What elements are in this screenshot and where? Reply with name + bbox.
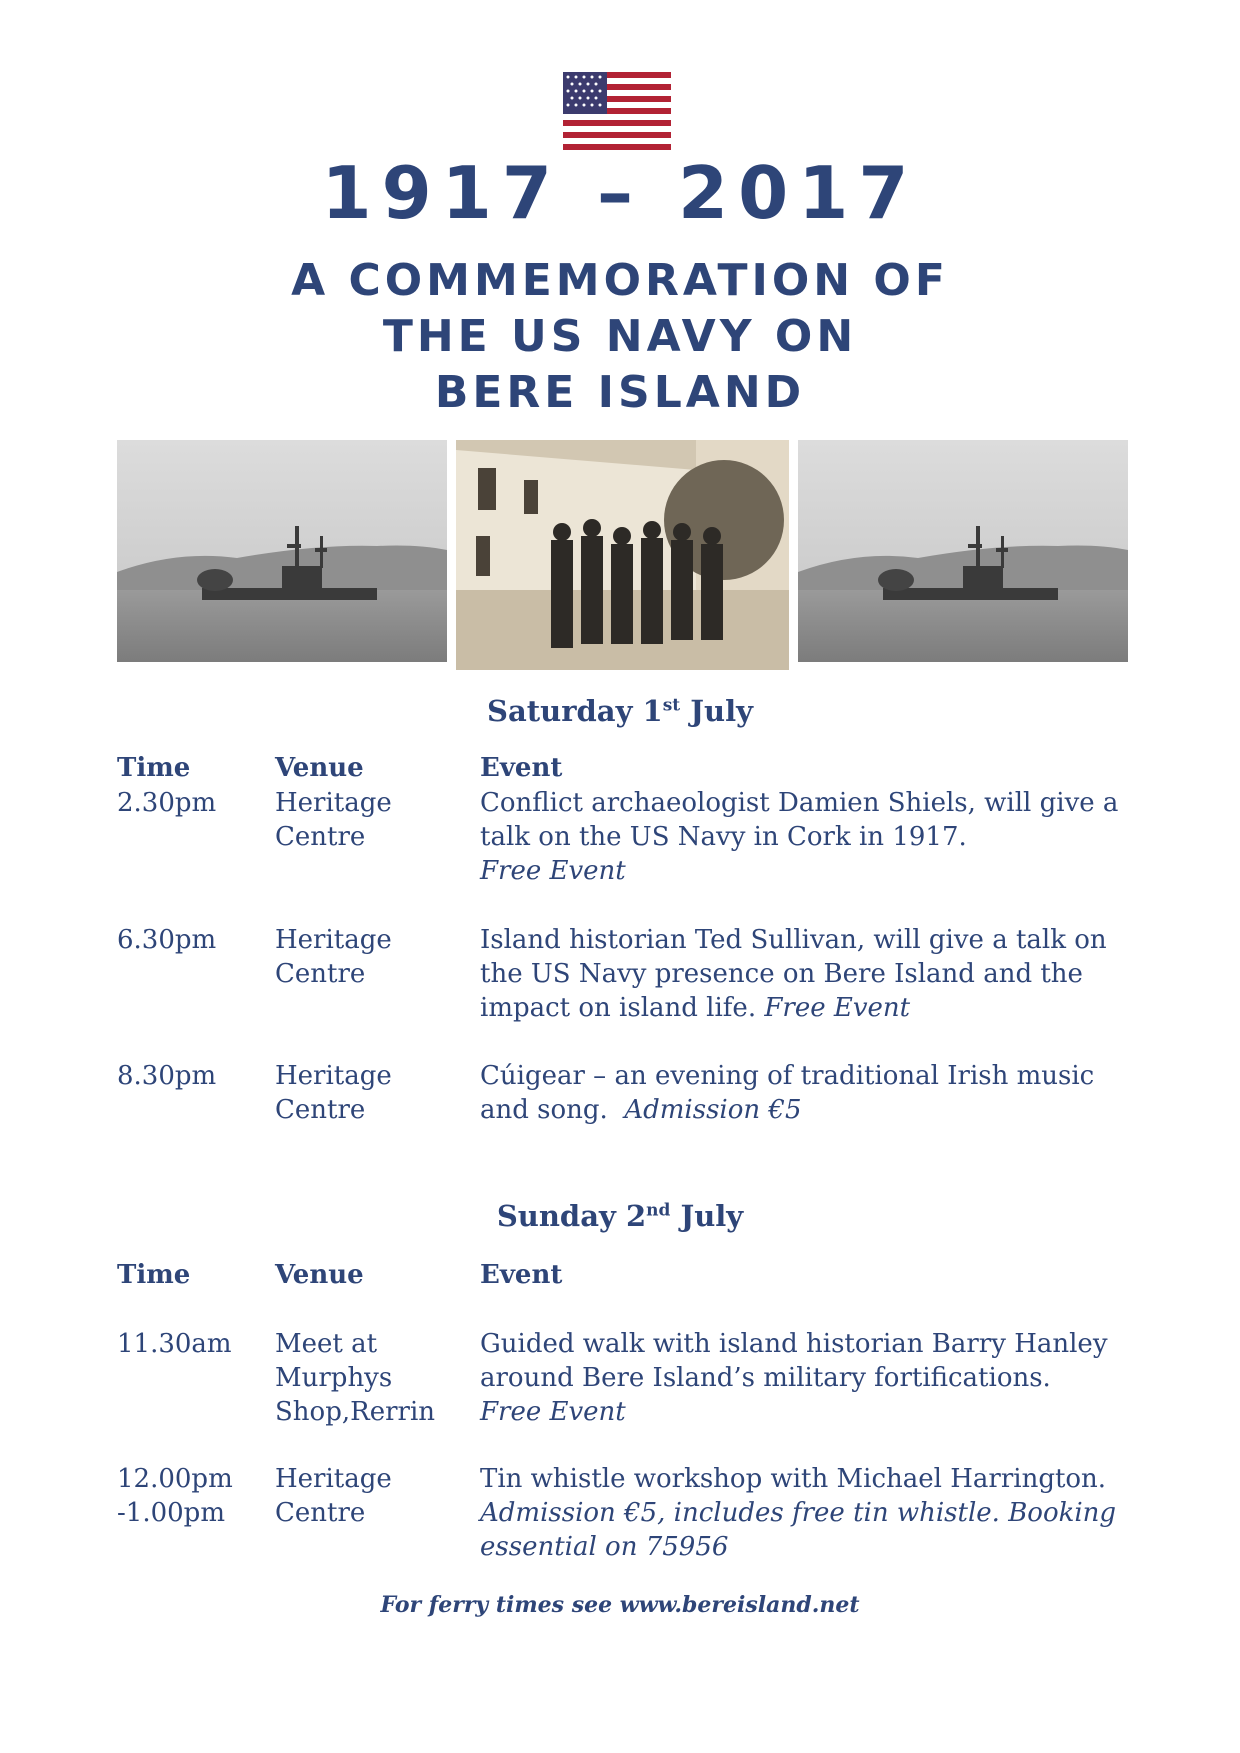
venue-line: Centre (275, 1498, 366, 1528)
event-time: 2.30pm (117, 788, 217, 818)
event-time: 8.30pm (117, 1061, 217, 1091)
saturday-col-event: Event (480, 753, 563, 783)
event-note: Free Event (480, 1397, 626, 1427)
event-venue (275, 786, 392, 854)
saturday-col-venue: Venue (275, 753, 364, 783)
time-line: -1.00pm (117, 1498, 225, 1528)
sunday-col-venue: Venue (275, 1260, 364, 1290)
us-flag-icon (563, 72, 671, 150)
event-venue (275, 1327, 435, 1429)
venue-line: Meet at (275, 1329, 378, 1359)
event-text: Cúigear – an evening of traditional Irish music and song. (480, 1061, 1095, 1125)
event-note: Admission €5 (624, 1095, 802, 1125)
venue-line: Centre (275, 1095, 366, 1125)
event-description (480, 1059, 1120, 1127)
venue-line: Shop,Rerrin (275, 1397, 435, 1427)
subtitle-line-2: THE US NAVY ON (382, 311, 858, 362)
sunday-day: Sunday 2 (496, 1199, 647, 1233)
venue-line: Centre (275, 822, 366, 852)
venue-line: Centre (275, 959, 366, 989)
sunday-col-time: Time (117, 1260, 191, 1290)
venue-line: Heritage (275, 1464, 392, 1494)
title-years: 1917 – 2017 (321, 151, 919, 235)
saturday-heading (0, 694, 1240, 728)
event-description (480, 1462, 1120, 1564)
event-venue (275, 923, 392, 991)
event-text: Tin whistle workshop with Michael Harrington. (480, 1464, 1107, 1494)
event-venue (275, 1059, 392, 1127)
ferry-footer: For ferry times see www.bereisland.net (380, 1592, 860, 1618)
subtitle-line-1: A COMMEMORATION OF (291, 255, 949, 306)
event-venue (275, 1462, 392, 1530)
sunday-suffix: nd (646, 1200, 671, 1221)
event-description (480, 786, 1120, 888)
event-note: Free Event (764, 993, 911, 1023)
event-text: Conflict archaeologist Damien Shiels, will give a talk on the US Navy in Cork in 1917. (480, 788, 1119, 852)
sunday-month: July (680, 1199, 744, 1233)
time-line: 12.00pm (117, 1464, 233, 1494)
saturday-month: July (690, 694, 753, 728)
event-description (480, 923, 1120, 1025)
sunday-heading (0, 1199, 1240, 1233)
event-time: 6.30pm (117, 925, 217, 955)
battleship-photo-left (117, 440, 447, 662)
saturday-suffix: st (662, 695, 681, 716)
venue-line: Heritage (275, 788, 392, 818)
saturday-day: Saturday 1 (487, 694, 663, 728)
saturday-col-time: Time (117, 753, 191, 783)
sailors-group-photo (456, 440, 789, 670)
battleship-photo-right (798, 440, 1128, 662)
event-description (480, 1327, 1120, 1429)
event-text: Island historian Ted Sullivan, will give a talk on the US Navy presence on Bere Island and the impact on island life. (480, 925, 1107, 1023)
venue-line: Murphys (275, 1363, 393, 1393)
event-time: 11.30am (117, 1329, 232, 1359)
event-text: Guided walk with island historian Barry Hanley around Bere Island’s military fortifications. (480, 1329, 1108, 1393)
venue-line: Heritage (275, 1061, 392, 1091)
subtitle-line-3: BERE ISLAND (434, 367, 806, 418)
venue-line: Heritage (275, 925, 392, 955)
sunday-col-event: Event (480, 1260, 563, 1290)
title-commemoration (0, 253, 1240, 421)
event-note: Admission €5, includes free tin whistle. Booking essential on 75956 (480, 1498, 1117, 1562)
event-note: Free Event (480, 856, 626, 886)
event-time (117, 1462, 233, 1530)
